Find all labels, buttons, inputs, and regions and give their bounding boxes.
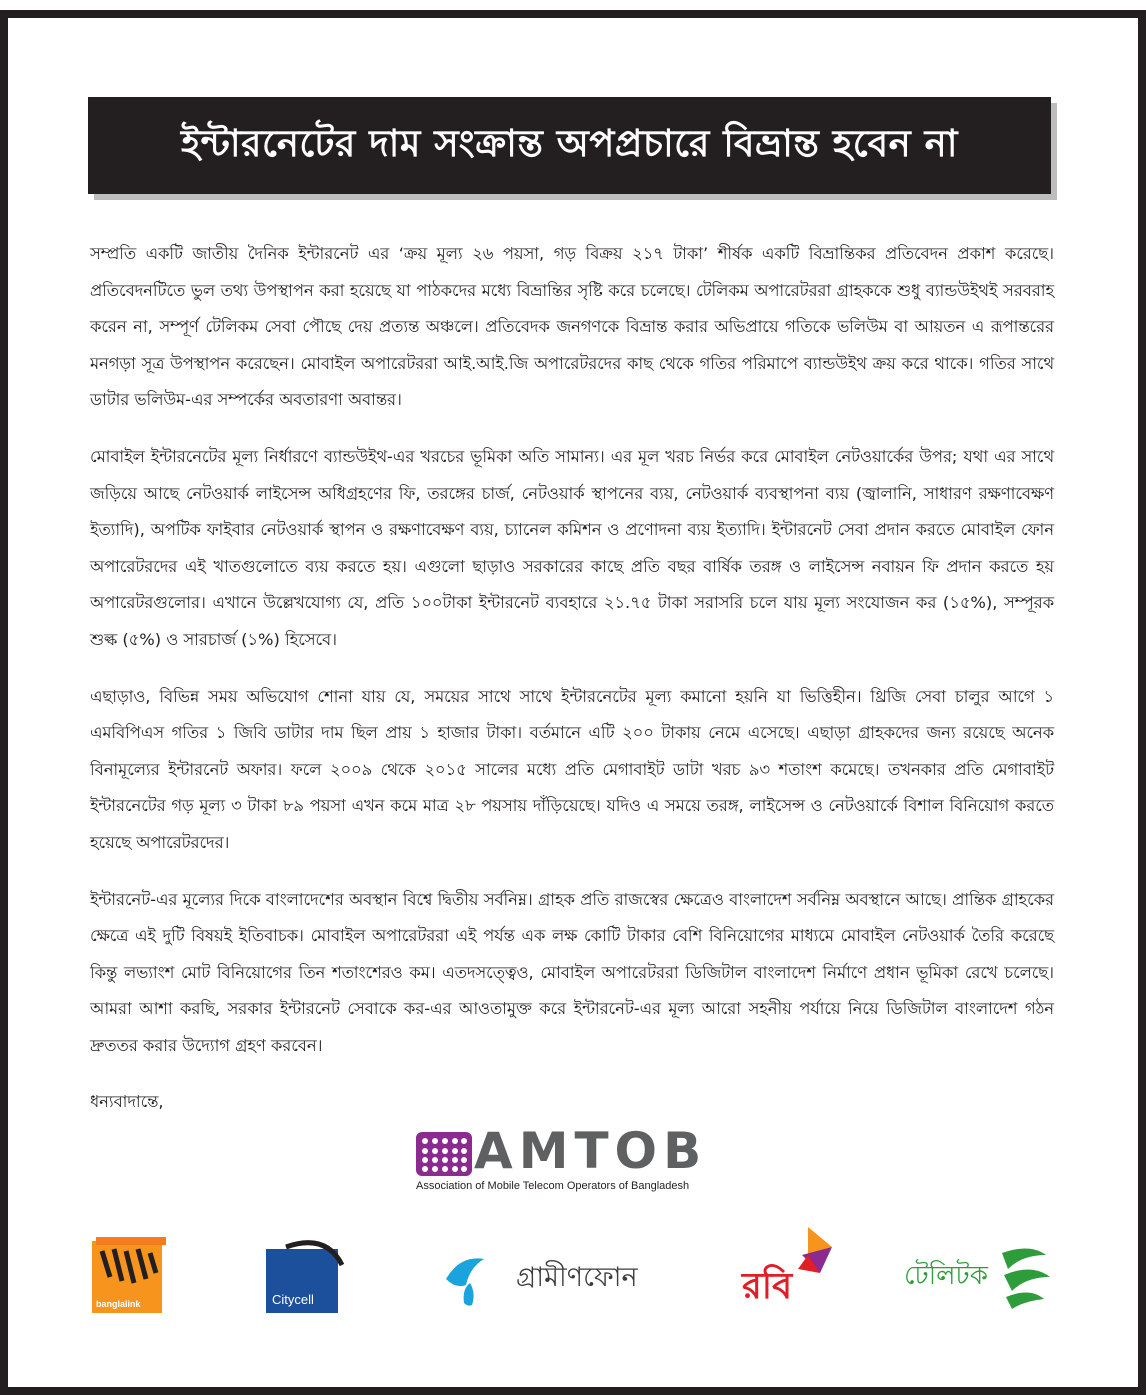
teletalk-label: টেলিটক xyxy=(904,1261,988,1291)
amtob-wordmark: AMTOB xyxy=(474,1122,708,1180)
citycell-logo xyxy=(266,1239,344,1313)
headline-banner xyxy=(88,97,1051,194)
headline: ইন্টারনেটের দাম সংক্রান্ত অপপ্রচারে বিভ্রান্ত হবেন না xyxy=(181,122,958,165)
paragraph-1: সম্প্রতি একটি জাতীয় দৈনিক ইন্টারনেট এর ‘ক্রয় মূল্য ২৬ পয়সা, গড় বিক্রয় ২১৭ টাকা’ শীর্ষক একটি বিভ্রান্তিকর প্রতিবেদন প্রকাশ করেছে। প্রতিবেদনটিতে ভুল তথ্য উপস্থাপন করা হয়েছে যা পাঠকদের মধ্যে বিভ্রান্তির সৃষ্টি করে চলেছে। টেলিকম অপারেটররা গ্রাহককে শুধু ব্যান্ডউইথই সরবরাহ করেন না, সম্পূর্ণ টেলিকম সেবা পৌছে দেয় প্রত্যন্ত অঞ্চলে। প্রতিবেদক জনগণকে বিভ্রান্ত করার অভিপ্রায়ে গতিকে ভলিউম বা আয়তন এ রূপান্তরের মনগড়া সূত্র উপস্থাপন করেছেন। মোবাইল অপারেটররা আই.আই.জি অপারেটরদের কাছ থেকে গতির পরিমাপে ব্যান্ডউইথ ক্রয় করে থাকে। গতির সাথে ডাটার ভলিউম-এর সম্পর্কের অবতারণা অবান্তর। xyxy=(90,244,1054,410)
article-body xyxy=(90,236,1054,1121)
grameenphone-logo xyxy=(440,1245,650,1309)
banglalink-label: banglalink xyxy=(96,1299,141,1309)
grameenphone-label: গ্রামীণফোন xyxy=(516,1262,638,1293)
paragraph-3: এছাড়াও, বিভিন্ন সময় অভিযোগ শোনা যায় যে, সময়ের সাথে সাথে ইন্টারনেটের মূল্য কমানো হয়নি যা ভিত্তিহীন। থ্রিজি সেবা চালুর আগে ১ এমবিপিএস গতির ১ জিবি ডাটার দাম ছিল প্রায় ১ হাজার টাকা। বর্তমানে এটি ২০০ টাকায় নেমে এসেছে। এছাড়া গ্রাহকদের জন্য রয়েছে অনেক বিনামূল্যের ইন্টারনেট অফার। ফলে ২০০৯ থেকে ২০১৫ সালের মধ্যে প্রতি মেগাবাইট ডাটা খরচ ৯৩ শতাংশ কমেছে। তখনকার প্রতি মেগাবাইট ইন্টারনেটের গড় মূল্য ৩ টাকা ৮৯ পয়সা এখন কমে মাত্র ২৮ পয়সায় দাঁড়িয়েছে। যদিও এ সময়ে তরঙ্গ, লাইসেন্স ও নেটওয়ার্কে বিশাল বিনিয়োগ করতে হয়েছে অপারেটরদের। xyxy=(90,686,1054,852)
banglalink-logo xyxy=(92,1237,166,1313)
robi-label: রবি xyxy=(742,1266,793,1307)
closing-text: ধন্যবাদান্তে, xyxy=(90,1092,164,1112)
robi-logo xyxy=(742,1225,842,1317)
teletalk-logo xyxy=(904,1243,1054,1309)
telenor-propeller-icon xyxy=(440,1245,510,1309)
paragraph-4: ইন্টারনেট-এর মূল্যের দিকে বাংলাদেশের অবস্থান বিশ্বে দ্বিতীয় সর্বনিম্ন। গ্রাহক প্রতি রাজস্বের ক্ষেত্রেও বাংলাদেশ সর্বনিম্ন অবস্থানে আছে। প্রান্তিক গ্রাহকের ক্ষেত্রে এই দুটি বিষয়ই ইতিবাচক। মোবাইল অপারেটররা এই পর্যন্ত এক লক্ষ কোটি টাকার বেশি বিনিয়োগের মাধ্যমে মোবাইল নেটওয়ার্ক তৈরি করেছে কিন্তু লভ্যাংশ মোট বিনিয়োগের তিন শতাংশেরও কম। এতদসত্ত্বেও, মোবাইল অপারেটররা ডিজিটাল বাংলাদেশ নির্মাণে প্রধান ভূমিকা রেখে চলেছে। আমরা আশা করছি, সরকার ইন্টারনেট সেবাকে কর-এর আওতামুক্ত করে ইন্টারনেট-এর মূল্য আরো সহনীয় পর্যায়ে নিয়ে ডিজিটাল বাংলাদেশ গঠন দ্রুততর করার উদ্যোগ গ্রহণ করবেন। xyxy=(90,889,1054,1055)
operator-logos xyxy=(0,1225,1146,1325)
amtob-dots-icon xyxy=(416,1132,472,1176)
citycell-label: Citycell xyxy=(272,1292,314,1307)
paragraph-2: মোবাইল ইন্টারনেটের মূল্য নির্ধারণে ব্যান্ডউইথ-এর খরচের ভূমিকা অতি সামান্য। এর মূল খরচ নির্ভর করে মোবাইল নেটওয়ার্কের উপর; যথা এর সাথে জড়িয়ে আছে নেটওয়ার্ক লাইসেন্স অধিগ্রহণের ফি, তরঙ্গের চার্জ, নেটওয়ার্ক স্থাপনের ব্যয়, নেটওয়ার্ক ব্যবস্থাপনা ব্যয় (জ্বালানি, সাধারণ রক্ষণাবেক্ষণ ইত্যাদি), অপটিক ফাইবার নেটওয়ার্ক স্থাপন ও রক্ষণাবেক্ষণ ব্যয়, চ্যানেল কমিশন ও প্রণোদনা ব্যয় ইত্যাদি। ইন্টারনেট সেবা প্রদান করতে মোবাইল ফোন অপারেটরদের এই খাতগুলোতে ব্যয় করতে হয়। এগুলো ছাড়াও সরকারের কাছে প্রতি বছর বার্ষিক তরঙ্গ ও লাইসেন্স নবায়ন ফি প্রদান করতে হয় অপারেটরগুলোর। এখানে উল্লেখযোগ্য যে, প্রতি ১০০টাকা ইন্টারনেট ব্যবহারে ২১.৭৫ টাকা সরাসরি চলে যায় মূল্য সংযোজন কর (১৫%), সম্পূরক শুল্ক (৫%) ও সারচার্জ (১%) হিসেবে। xyxy=(90,446,1054,649)
amtob-logo xyxy=(410,1122,730,1198)
amtob-subtitle: Association of Mobile Telecom Operators of Bangladesh xyxy=(416,1180,690,1192)
